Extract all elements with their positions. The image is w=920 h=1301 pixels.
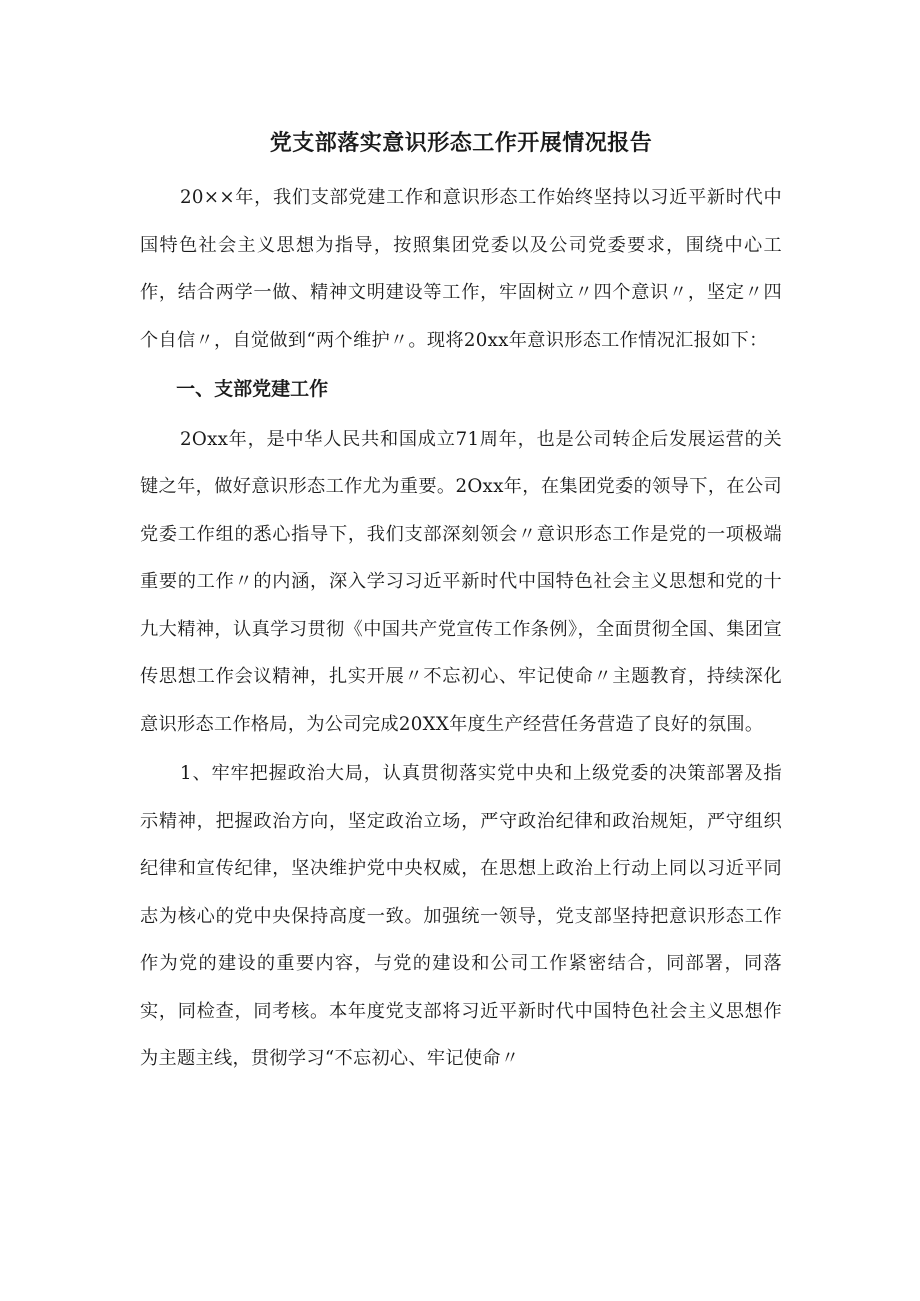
document-title: 党支部落实意识形态工作开展情况报告 [269,131,653,156]
section-heading-1: 一、支部党建工作 [176,378,329,400]
intro-paragraph: 20××年，我们支部党建工作和意识形态工作始终坚持以习近平新时代中国特色社会主义思想为指导，按照集团党委以及公司党委要求，围绕中心工作，结合两学一做、精神文明建设等工作，牢固树立〃四个意识〃，坚定〃四个自信〃，自觉做到“两个维护〃。现将20xx年意识形态工作情况汇报如下： [140,187,782,351]
section1-paragraph-1: 2Oxx年，是中华人民共和国成立71周年，也是公司转企后发展运营的关键之年，做好意识形态工作尤为重要。2Oxx年，在集团党委的领导下，在公司党委工作组的悉心指导下，我们支部深刻领会〃意识形态工作是党的一项极端重要的工作〃的内涵，深入学习习近平新时代中国特色社会主义思想和党的十九大精神，认真学习贯彻《中国共产党宣传工作条例》，全面贯彻全国、集团宣传思想工作会议精神，扎实开展〃不忘初心、牢记使命〃主题教育，持续深化意识形态工作格局，为公司完成20XX年度生产经营任务营造了良好的氛围。 [140,428,782,735]
section1-paragraph-2: 1、牢牢把握政治大局，认真贯彻落实党中央和上级党委的决策部署及指示精神，把握政治方向，坚定政治立场，严守政治纪律和政治规矩，严守组织纪律和宣传纪律，坚决维护党中央权威，在思想上政治上行动上同以习近平同志为核心的党中央保持高度一致。加强统一领导，党支部坚持把意识形态工作作为党的建设的重要内容，与党的建设和公司工作紧密结合，同部署，同落实，同检查，同考核。本年度党支部将习近平新时代中国特色社会主义思想作为主题主线，贯彻学习“不忘初心、牢记使命〃 [140,763,782,1069]
document-page [140,120,782,1083]
